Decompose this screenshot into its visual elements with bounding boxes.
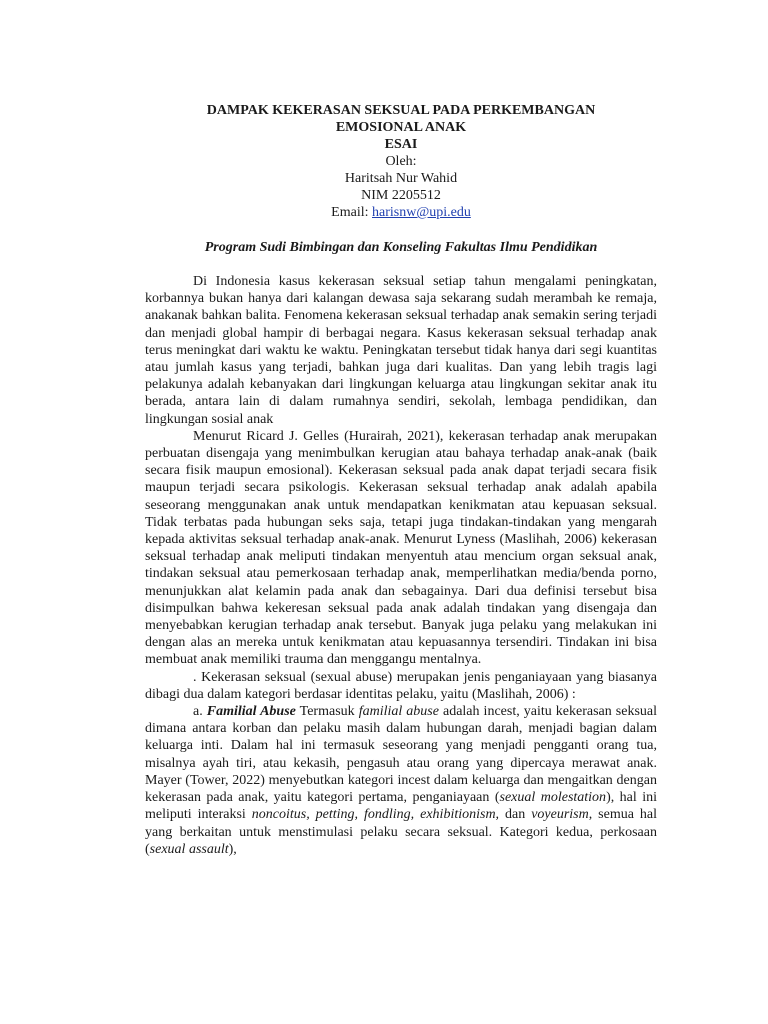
- genre-label: ESAI: [384, 137, 418, 152]
- title-line-2: EMOSIONAL ANAK: [335, 120, 467, 135]
- p4-text-6: ),: [228, 841, 237, 857]
- student-id: NIM 2205512: [361, 188, 441, 203]
- program-heading: Program Sudi Bimbingan dan Konseling Fakultas Ilmu Pendidikan: [204, 240, 598, 255]
- author-name: Haritsah Nur Wahid: [344, 171, 458, 186]
- p4-text-4: dan: [499, 807, 532, 823]
- p4-text-3: ), hal ini meliputi interaksi: [145, 790, 657, 823]
- paragraph-4: [145, 703, 657, 858]
- paragraph-1: Di Indonesia kasus kekerasan seksual setiap tahun mengalami peningkatan, korbannya bukan hanya dari kalangan dewasa saja sekarang sudah merambah ke remaja, anakanak bahkan balita. Fenomena kekerasan seksual terhadap anak semakin sering terjadi dan menjadi global hampir di berbagai negara. Kasus kekerasan seksual terhadap anak terus meningkat dari waktu ke waktu. Peningkatan tersebut tidak hanya dari segi kuantitas atau jumlah kasus yang terjadi, bahkan juga dari kualitas. Dan yang lebih tragis lagi pelakunya adalah kebanyakan dari lingkungan keluarga atau lingkungan sekitar anak itu berada, antara lain di dalam rumahnya sendiri, sekolah, lembaga pendidikan, dan lingkungan sosial anak: [145, 274, 657, 427]
- email-link[interactable]: harisnw@upi.edu: [372, 205, 471, 220]
- familial-abuse-heading: Familial Abuse: [206, 704, 296, 720]
- email-line: [145, 204, 657, 221]
- by-label: Oleh:: [385, 154, 417, 169]
- paragraph-3: . Kekerasan seksual (sexual abuse) merupakan jenis penganiayaan yang biasanya dibagi dua dalam kategori berdasar identitas pelaku, yaitu (Maslihah, 2006) :: [145, 669, 657, 702]
- p4-italic-1: familial abuse: [358, 704, 439, 720]
- title-line-1: DAMPAK KEKERASAN SEKSUAL PADA PERKEMBANGAN: [206, 103, 596, 118]
- p4-text-1: Termasuk: [295, 704, 359, 720]
- document-header: [145, 102, 657, 221]
- list-marker: a.: [193, 704, 207, 720]
- p4-text-5: , semua hal yang berkaitan untuk menstimulasi pelaku secara seksual. Kategori kedua, perkosaan (: [145, 807, 658, 857]
- p4-italic-5: sexual assault: [149, 841, 229, 857]
- p4-italic-4: voyeurism: [531, 807, 589, 823]
- paragraph-2: Menurut Ricard J. Gelles (Hurairah, 2021), kekerasan terhadap anak merupakan perbuatan disengaja yang menimbulkan kerugian atau bahaya terhadap anak-anak (baik secara fisik maupun emosional). Kekerasan seksual pada anak dapat terjadi secara fisik maupun terjadi secara psikologis. Kekerasan seksual terhadap anak adalah apabila seseorang menggunakan anak untuk mendapatkan kenikmatan atau kepuasan seksual. Tidak terbatas pada hubungan seks saja, tetapi juga tindakan-tindakan yang mengarah kepada aktivitas seksual terhadap anak-anak. Menurut Lyness (Maslihah, 2006) kekerasan seksual terhadap anak meliputi tindakan menyentuh atau mencium organ seksual anak, tindakan seksual atau pemerkosaan terhadap anak, memperlihatkan media/benda porno, menunjukkan alat kelamin pada anak dan sebagainya. Dari dua definisi tersebut bisa disimpulkan bahwa kekeresan seksual pada anak adalah tindakan yang disengaja dan menyebabkan kerugian terhadap anak tersebut. Banyak juga pelaku yang melakukan ini dengan alas an mereka untuk kenikmatan atau kepuasannya tersendiri. Tindakan ini bisa membuat anak memiliki trauma dan menggangu mentalnya.: [145, 428, 657, 668]
- p4-italic-2: sexual molestation: [499, 790, 607, 806]
- p4-italic-3: noncoitus, petting, fondling, exhibitionism,: [251, 807, 500, 823]
- essay-body: [145, 273, 657, 858]
- email-label: Email:: [331, 205, 369, 220]
- p4-text-2: adalah incest, yaitu kekerasan seksual dimana antara korban dan pelaku masih dalam hubungan darah, menjadi bagian dalam keluarga inti. Dalam hal ini termasuk seseorang yang menjadi pengganti orang tua, misalnya ayah tiri, atau kekasih, pengasuh atau orang yang dipercaya merawat anak. Mayer (Tower, 2022) menyebutkan kategori incest dalam keluarga dan mengaitkan dengan kekerasan pada anak, yaitu kategori pertama, penganiayaan (: [145, 704, 658, 806]
